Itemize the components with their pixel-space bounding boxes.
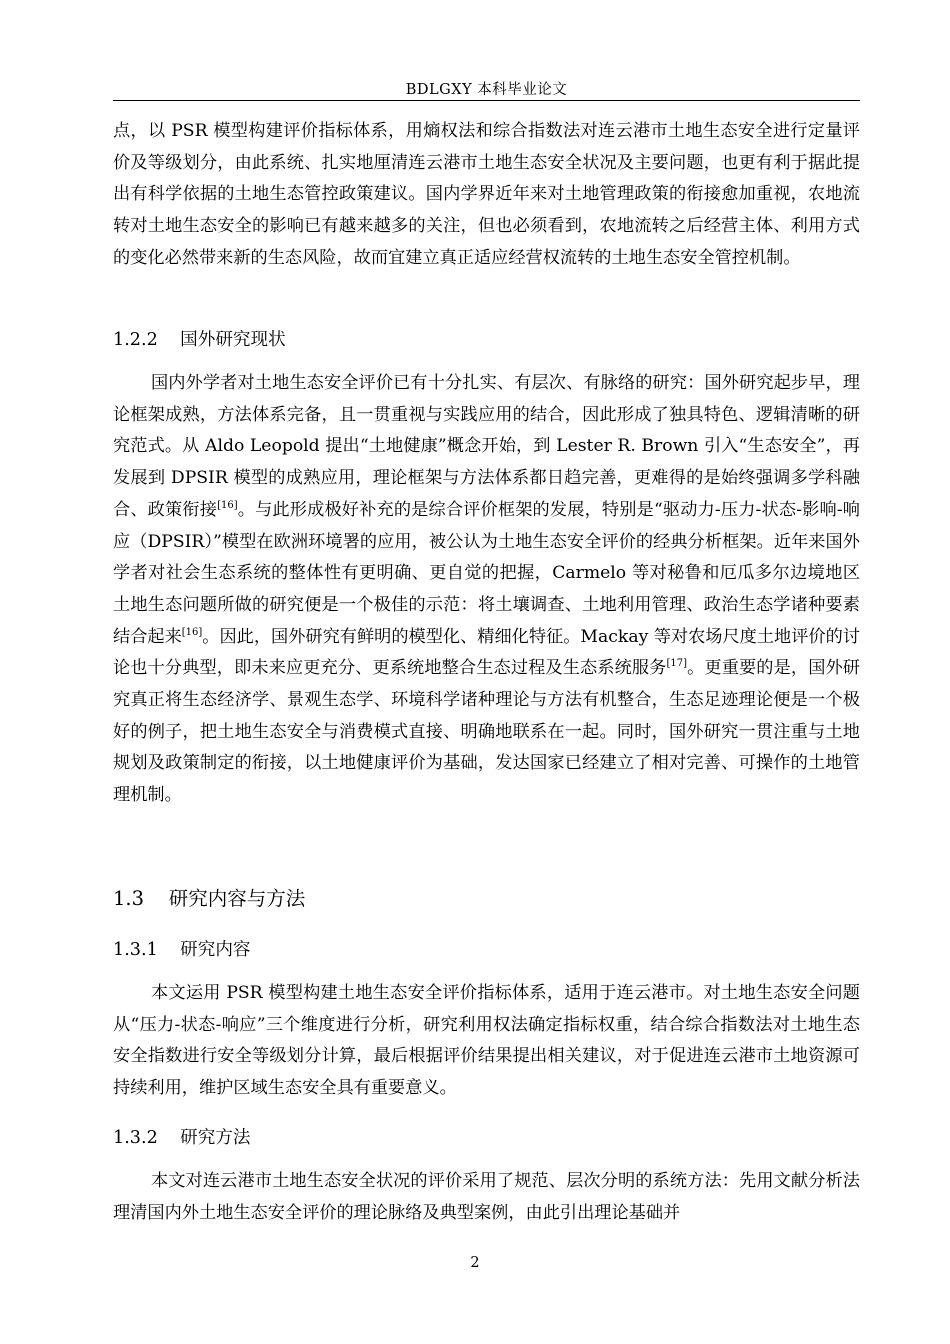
text-segment: 国内外学者对土地生态安全评价已有十分扎实、有层次、有脉络的研究：国外研究起步早，理论框架成熟，方法体系完备，且一贯重视与实践应用的结合，因此形成了独具特色、逻辑清晰的研究范式。从 Aldo Leopold 提出“土地健康”概念开始，到 Lester R. Brown 引入“生态安全”，再发展到 DPSIR 模型的成熟应用，理论框架与方法体系都日趋完善，更难得的是始终强调多学科融合、政策衔接 — [113, 373, 860, 520]
research-content-block — [113, 978, 860, 1105]
paragraph-domestic-conclusion: 点，以 PSR 模型构建评价指标体系，用熵权法和综合指数法对连云港市土地生态安全进行定量评价及等级划分，由此系统、扎实地厘清连云港市土地生态安全状况及主要问题，也更有利于据此提出有科学依据的土地生态管控政策建议。国内学界近年来对土地管理政策的衔接愈加重视，农地流转对土地生态安全的影响已有越来越多的关注，但也必须看到，农地流转之后经营主体、利用方式的变化必然带来新的生态风险，故而宜建立真正适应经营权流转的土地生态安全管控机制。 — [113, 121, 860, 268]
heading-1-3-1: 1.3.1 研究内容 — [113, 940, 251, 960]
section-1-3-2-block — [113, 1124, 860, 1149]
heading-1-3-2: 1.3.2 研究方法 — [113, 1128, 251, 1148]
paragraph-research-method: 本文对连云港市土地生态安全状况的评价采用了规范、层次分明的系统方法：先用文献分析法理清国内外土地生态安全评价的理论脉络及典型案例，由此引出理论基础并 — [113, 1171, 860, 1223]
text-segment: 。因此，国外研究有鲜明的模型化、精细化特征。Mackay 等对农场尺度土地评价的讨论也十分典型，即未来应更充分、更系统地整合生态过程及生态系统服务 — [113, 626, 860, 679]
paragraph-foreign-research — [113, 368, 860, 812]
citation-16-a: [16] — [217, 499, 238, 511]
foreign-research-block — [113, 368, 860, 812]
citation-17: [17] — [666, 658, 688, 670]
text-segment: 。更重要的是，国外研究真正将生态经济学、景观生态学、环境科学诸种理论与方法有机整合，生态足迹理论便是一个极好的例子，把土地生态安全与消费模式直接、明确地联系在一起。同时，国外研究一贯注重与土地规划及政策制定的衔接，以土地健康评价为基础，发达国家已经建立了相对完善、可操作的土地管理机制。 — [113, 658, 860, 806]
paragraph-research-content: 本文运用 PSR 模型构建土地生态安全评价指标体系，适用于连云港市。对土地生态安全问题从“压力-状态-响应”三个维度进行分析，研究利用权法确定指标权重，结合综合指数法对土地生态安全指数进行安全等级划分计算，最后根据评价结果提出相关建议，对于促进连云港市土地资源可持续利用，维护区域生态安全具有重要意义。 — [113, 983, 860, 1099]
section-1-3-1-block — [113, 936, 860, 961]
header-rule — [113, 100, 860, 101]
citation-16-b: [16] — [181, 626, 203, 638]
running-header: BDLGXY 本科毕业论文 — [405, 82, 568, 98]
page-number: 2 — [470, 1255, 480, 1271]
section-1-3-block — [113, 883, 860, 911]
text-segment: 。与此形成极好补充的是综合评价框架的发展，特别是“驱动力-压力-状态-影响-响应（DPSIR）”模型在欧洲环境署的应用，被公认为土地生态安全评价的经典分析框架。近年来国外学者对社会生态系统的整体性有更明确、更自觉的把握，Carmelo 等对秘鲁和厄瓜多尔边境地区土地生态问题所做的研究便是一个极佳的示范：将土壤调查、土地利用管理、政治生态学诸种要素结合起来 — [113, 499, 860, 647]
intro-paragraph-block — [113, 116, 860, 275]
section-1-2-2-block — [113, 326, 860, 351]
research-method-block — [113, 1166, 860, 1229]
heading-1-3: 1.3 研究内容与方法 — [113, 887, 306, 910]
heading-1-2-2: 1.2.2 国外研究现状 — [113, 330, 286, 350]
